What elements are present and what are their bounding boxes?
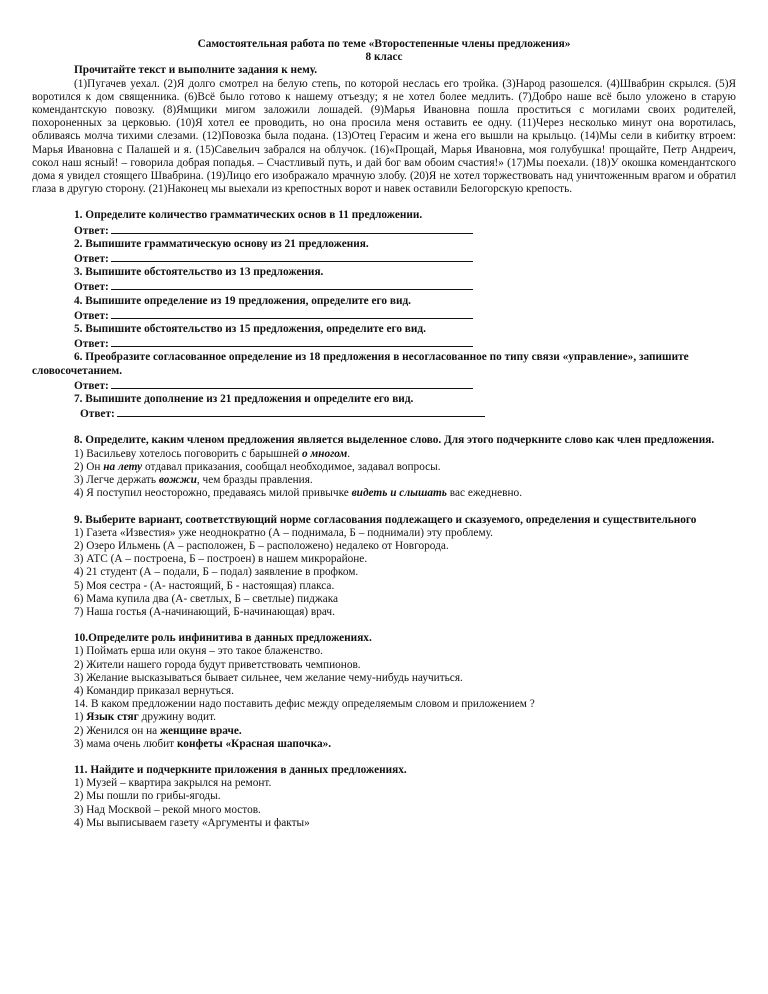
list-item: 1) Музей – квартира закрылся на ремонт. (74, 777, 272, 790)
list-item: 5) Моя сестра - (А- настоящий, Б - настоящая) плакса. (74, 579, 335, 592)
short-task-4 (32, 295, 736, 323)
highlighted-phrase: конфеты «Красная шапочка». (176, 737, 332, 750)
list-item: 2) Озеро Ильмень (А – расположен, Б – расположено) недалеко от Новгорода. (74, 539, 449, 552)
grade-label: 8 класс (365, 51, 403, 64)
task-question: 14. В каком предложении надо поставить дефис между определяемым словом и приложением ? (74, 698, 535, 711)
worksheet-title: Самостоятельная работа по теме «Второстепенные члены предложения» (197, 38, 571, 50)
task-question: 5. Выпишите обстоятельство из 15 предложения, определите его вид. (74, 323, 426, 336)
answer-line[interactable] (111, 223, 473, 234)
text-paragraph: (1)Пугачев уехал. (2)Я долго смотрел на белую степь, по которой неслась его тройка. (3)Народ разошелся. (4)Швабрин скрылся. (5)Я воротился к дом священника. (6)Всё было готово к нашему отъезду; я не хотел более медлить. (7)Добро наше всё было уложено в старую комендантскую повозку. (8)Ямщики мигом заложили лошадей. (9)Марья Ивановна пошла проститься с могилами своих родителей, похороненных за церковью. (10)Я хотел ее проводить, но она просила меня оставить ее одну. (11)Через несколько минут она воротилась, обливаясь молча тихими слезами. (12)Повозка была подана. (13)Отец Герасим и жена его вышли на крыльцо. (14)Мы сели в кибитку втроем: Марья Ивановна с Палашей и я. (15)Савельич забрался на облучок. (16)«Прощай, Марья Ивановна, моя голубушка! прощайте, Петр Андреич, сокол наш ясный! – говорила добрая попадья. – Счастливый путь, и дай бог вам обоим счастия!» (17)Мы поехали. (18)У окошка комендантского дома я увидел стоящего Швабрина. (19)Лицо его изображало мрачную злобу. (20)Я не хотел торжествовать над уничтоженным врагом и обратил глаза в другую сторону. (21)Наконец мы выехали из крепостных ворот и навек оставили Белогорскую крепость. (32, 77, 736, 196)
short-task-2 (32, 238, 736, 266)
answer-label: Ответ: (80, 408, 115, 421)
answer-row (32, 223, 736, 238)
task-question: 6. Преобразите согласованное определение из 18 предложения в несогласованное по типу связи «управление», запишите словосочетанием. (32, 351, 689, 377)
task-question: 10.Определите роль инфинитива в данных предложениях. (74, 632, 372, 645)
highlighted-phrase: Язык стяг (86, 711, 139, 724)
answer-line[interactable] (111, 279, 473, 290)
highlighted-word: видеть и слышать (351, 487, 447, 500)
list-item: 4) Мы выписываем газету «Аргументы и факты» (74, 816, 310, 829)
list-item: 4) Командир приказал вернуться. (74, 684, 234, 697)
list-item: 1) Поймать ерша или окуня – это такое блаженство. (74, 645, 323, 658)
answer-row (32, 279, 736, 294)
list-item: 2) Жители нашего города будут приветствовать чемпионов. (74, 658, 361, 671)
task-question: 7. Выпишите дополнение из 21 предложения и определите его вид. (74, 393, 414, 406)
short-task-5 (32, 323, 736, 351)
list-item: 1) Язык стяг дружину водит. (74, 711, 216, 724)
task-question: 3. Выпишите обстоятельство из 13 предложения. (74, 266, 324, 279)
task-question: 11. Найдите и подчеркните приложения в данных предложениях. (74, 763, 407, 776)
answer-row (32, 378, 736, 393)
answer-line[interactable] (111, 336, 473, 347)
list-item: 2) Он на лету отдавал приказания, сообщал необходимое, задавал вопросы. (74, 460, 441, 473)
answer-line[interactable] (117, 406, 485, 417)
list-item: 1) Васильеву хотелось поговорить с барышней о многом. (74, 447, 351, 460)
list-item: 7) Наша гостья (А-начинающий, Б-начинающая) врач. (74, 605, 335, 618)
answer-label: Ответ: (74, 338, 109, 351)
answer-label: Ответ: (74, 281, 109, 294)
highlighted-word: на лету (103, 460, 143, 473)
answer-line[interactable] (111, 378, 473, 389)
highlighted-word: о многом (301, 447, 348, 460)
list-item: 3) Легче держать вожжи, чем бразды правления. (74, 474, 313, 487)
task-question: 2. Выпишите грамматическую основу из 21 предложения. (74, 237, 369, 250)
list-item: 1) Газета «Известия» уже неоднократно (А – поднимала, Б – поднимали) эту проблему. (74, 526, 493, 539)
short-task-3 (32, 266, 736, 294)
list-item: 4) 21 студент (А – подали, Б – подал) заявление в профком. (74, 566, 359, 579)
task-10 (32, 632, 736, 698)
list-item: 6) Мама купила два (А- светлых, Б – светлые) пиджака (74, 592, 339, 605)
highlighted-phrase: женщине враче. (159, 724, 242, 737)
short-task-1 (32, 209, 736, 237)
list-item: 2) Женился он на женщине враче. (74, 724, 242, 737)
list-item: 3) мама очень любит конфеты «Красная шапочка». (74, 737, 332, 750)
short-task-6 (32, 351, 736, 393)
list-item: 3) Желание высказываться бывает сильнее, чем желание чему-нибудь научиться. (74, 671, 463, 684)
worksheet-page (32, 38, 736, 830)
task-question: 8. Определите, каким членом предложения является выделенное слово. Для этого подчеркните слово как член предложения. (74, 434, 715, 447)
list-item: 2) Мы пошли по грибы-ягоды. (74, 790, 221, 803)
list-item: 3) Над Москвой – рекой много мостов. (74, 803, 261, 816)
answer-row (32, 406, 736, 421)
answer-row (32, 251, 736, 266)
answer-row (32, 308, 736, 323)
task-8 (32, 434, 736, 500)
task-14 (32, 698, 736, 751)
list-item: 3) АТС (А – построена, Б – построен) в нашем микрорайоне. (74, 553, 368, 566)
answer-label: Ответ: (74, 379, 109, 392)
answer-line[interactable] (111, 251, 473, 262)
task-question: 4. Выпишите определение из 19 предложения, определите его вид. (74, 294, 412, 307)
list-item: 4) Я поступил неосторожно, предаваясь милой привычке видеть и слышать вас ежедневно. (74, 487, 523, 500)
answer-label: Ответ: (74, 309, 109, 322)
answer-row (32, 336, 736, 351)
answer-label: Ответ: (74, 253, 109, 266)
highlighted-word: вожжи (158, 474, 197, 487)
task-11 (32, 764, 736, 830)
task-question: 1. Определите количество грамматических основ в 11 предложении. (74, 209, 423, 222)
short-task-7 (32, 393, 736, 421)
task-question: 9. Выберите вариант, соответствующий норме согласования подлежащего и сказуемого, определения и существительного (74, 513, 697, 526)
answer-line[interactable] (111, 308, 473, 319)
instruction: Прочитайте текст и выполните задания к нему. (74, 64, 318, 77)
answer-label: Ответ: (74, 224, 109, 237)
task-9 (32, 514, 736, 620)
